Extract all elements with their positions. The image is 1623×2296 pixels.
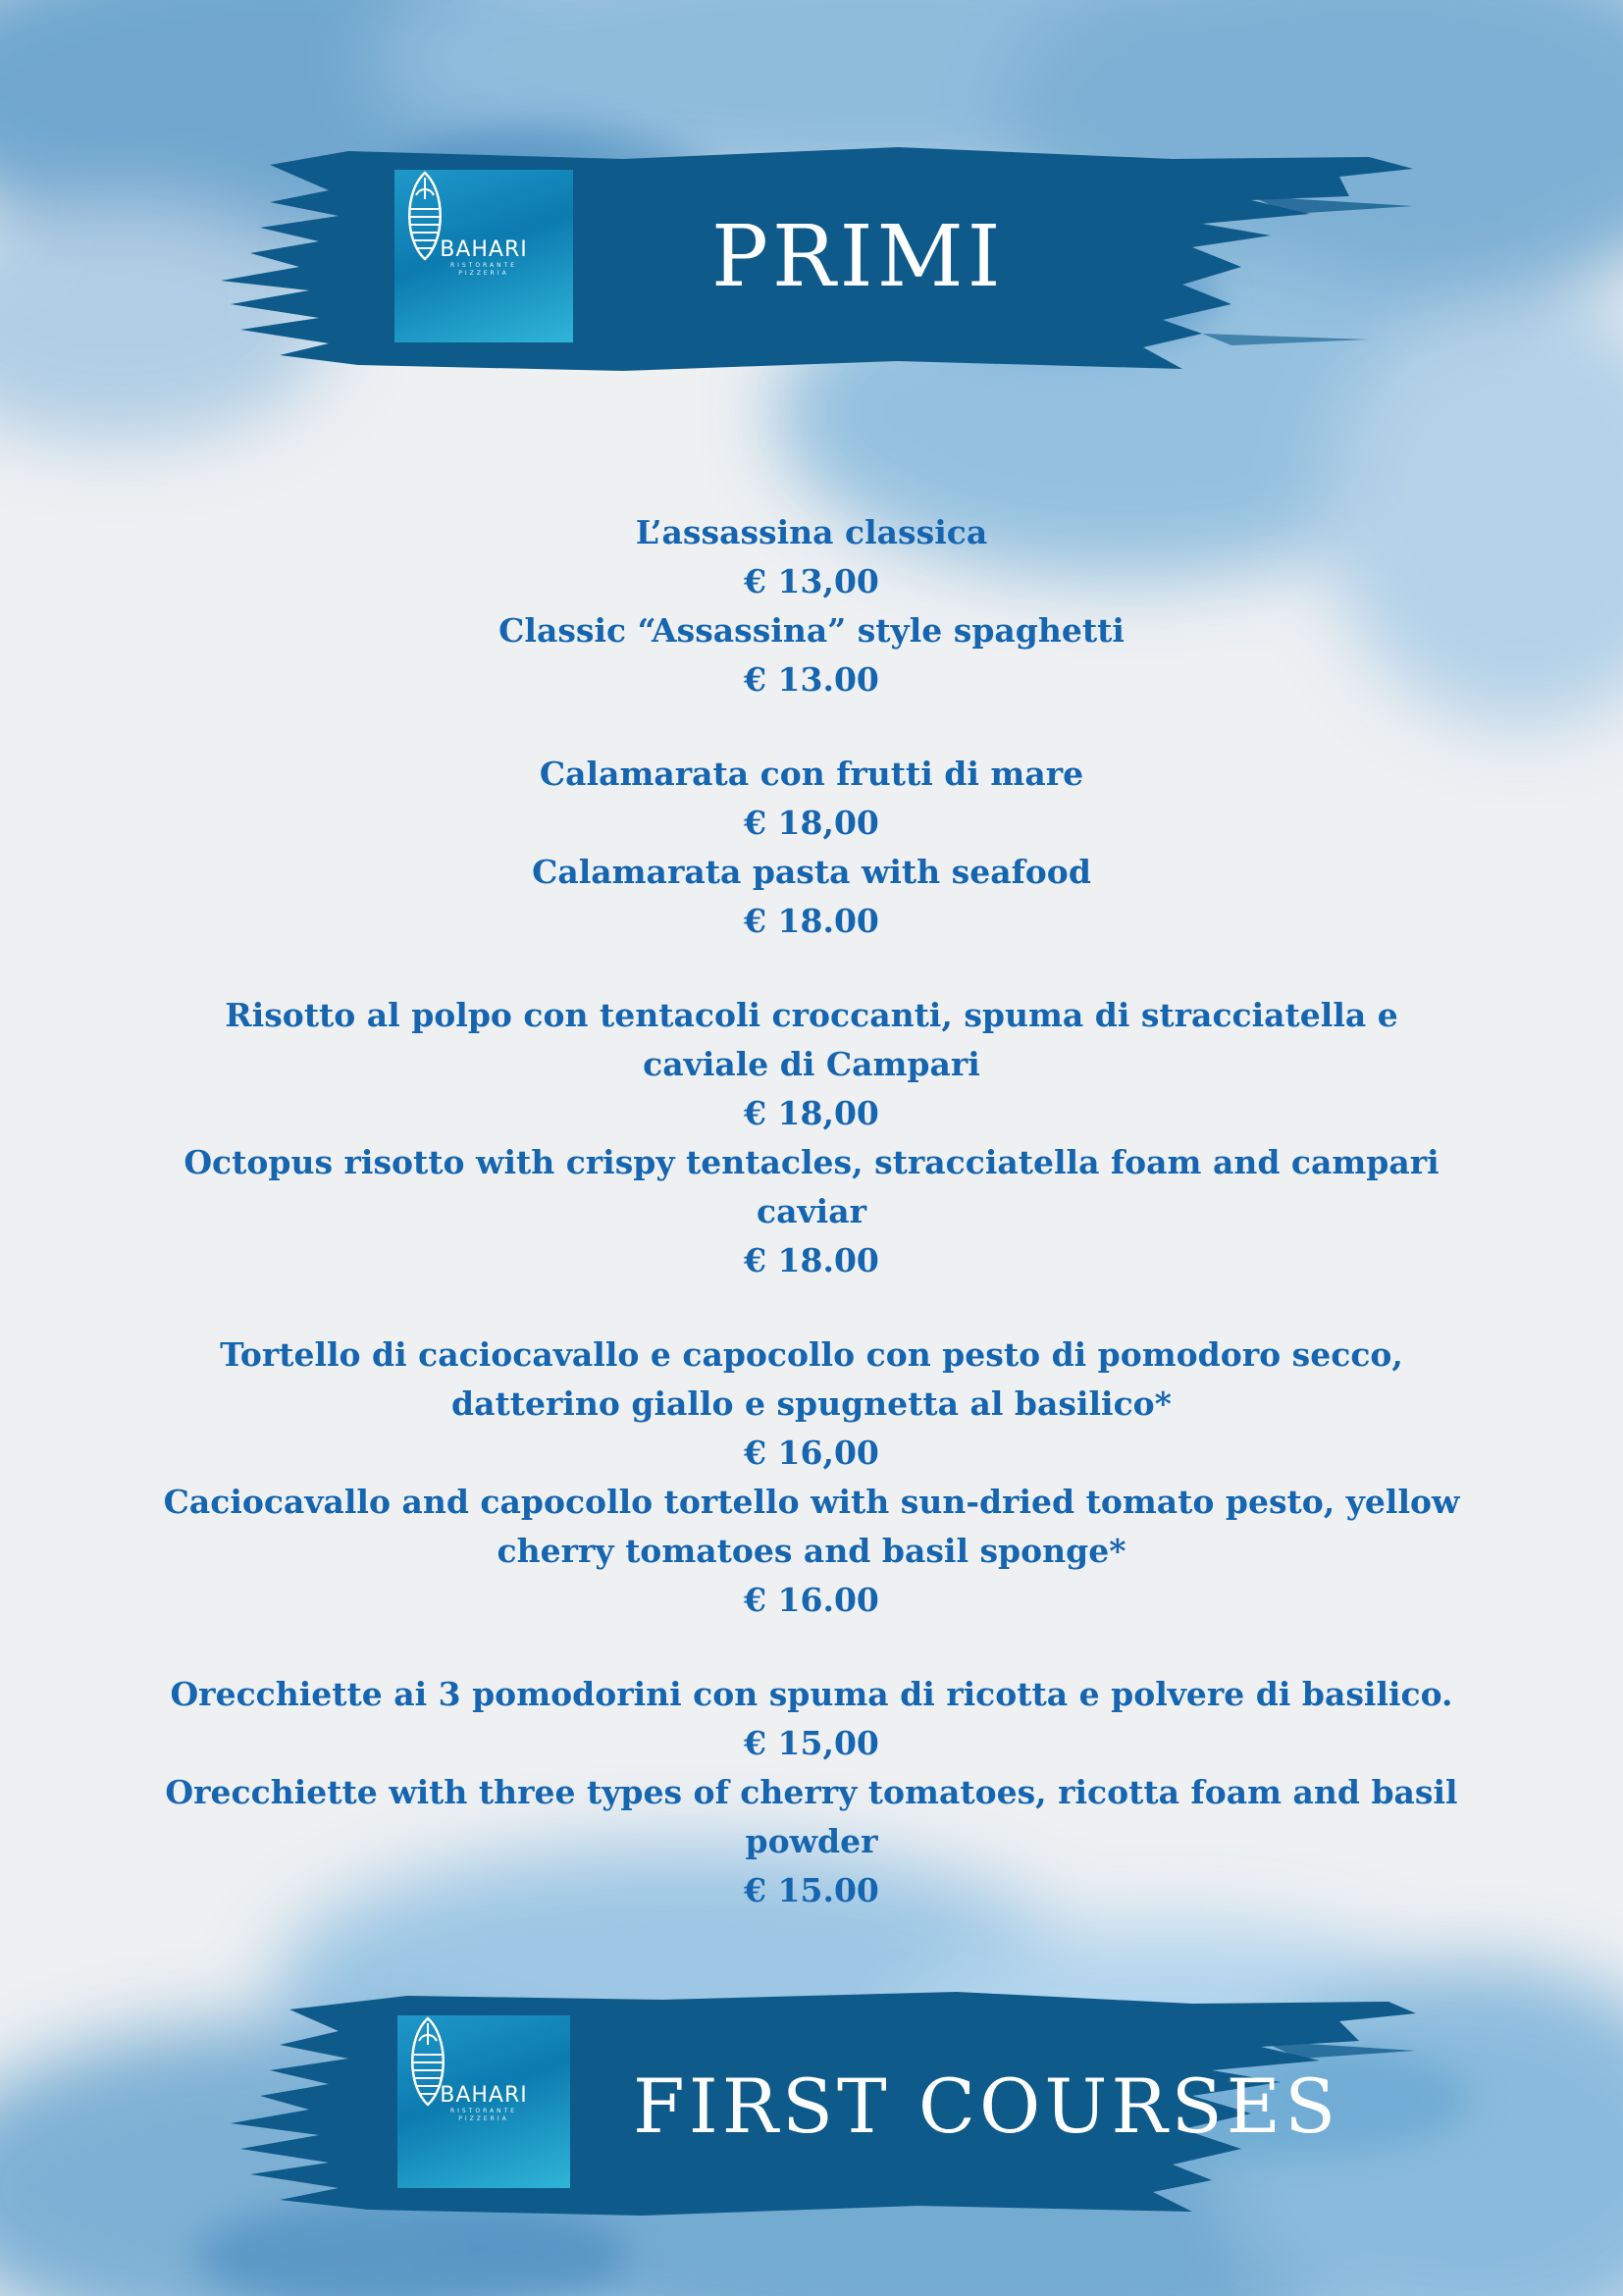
item-price-en: € 18.00 bbox=[744, 1241, 879, 1279]
footer-title: FIRST COURSES bbox=[633, 2062, 1340, 2150]
item-price-it: € 13,00 bbox=[744, 562, 879, 600]
menu-item bbox=[157, 750, 1466, 946]
bahari-logo bbox=[394, 170, 573, 342]
item-price-en: € 15.00 bbox=[744, 1871, 879, 1909]
item-price-it: € 15,00 bbox=[744, 1724, 879, 1762]
menu-item bbox=[157, 991, 1466, 1285]
item-name-it: Risotto al polpo con tentacoli croccanti, spuma di stracciatella e caviale di Campari bbox=[225, 996, 1398, 1083]
item-name-it: Calamarata con frutti di mare bbox=[539, 755, 1084, 793]
logo-tagline-2: PIZZERIA bbox=[458, 2114, 509, 2122]
page-title: PRIMI bbox=[711, 208, 1005, 306]
header-banner bbox=[211, 137, 1418, 383]
menu-item bbox=[157, 1670, 1466, 1915]
item-price-it: € 18,00 bbox=[744, 804, 879, 842]
item-name-it: Orecchiette ai 3 pomodorini con spuma di ricotta e polvere di basilico. bbox=[170, 1675, 1453, 1713]
logo-name: BAHARI bbox=[440, 236, 528, 262]
logo-tagline-1: RISTORANTE bbox=[449, 261, 518, 269]
logo-tagline-1: RISTORANTE bbox=[449, 2107, 518, 2114]
item-name-en: Caciocavallo and capocollo tortello with sun-dried tomato pesto, yellow cherry tomatoes and basil sponge* bbox=[163, 1483, 1460, 1570]
item-name-it: L’assassina classica bbox=[635, 513, 988, 551]
item-price-it: € 18,00 bbox=[744, 1094, 879, 1132]
menu-list bbox=[157, 508, 1466, 1960]
item-name-it: Tortello di caciocavallo e capocollo con pesto di pomodoro secco, datterino giallo e spugnetta al basilico* bbox=[220, 1335, 1403, 1423]
item-name-en: Classic “Assassina” style spaghetti bbox=[498, 611, 1125, 650]
menu-item bbox=[157, 508, 1466, 704]
item-name-en: Orecchiette with three types of cherry tomatoes, ricotta foam and basil powder bbox=[165, 1773, 1458, 1860]
footer-banner bbox=[211, 1980, 1418, 2225]
menu-item bbox=[157, 1331, 1466, 1625]
leaf-wave-icon bbox=[394, 170, 455, 262]
bahari-logo bbox=[397, 2015, 570, 2188]
item-price-en: € 13.00 bbox=[744, 660, 879, 699]
item-price-en: € 18.00 bbox=[744, 902, 879, 940]
item-price-en: € 16.00 bbox=[744, 1581, 879, 1619]
item-name-en: Calamarata pasta with seafood bbox=[532, 853, 1091, 891]
item-name-en: Octopus risotto with crispy tentacles, stracciatella foam and campari caviar bbox=[183, 1143, 1440, 1230]
item-price-it: € 16,00 bbox=[744, 1434, 879, 1472]
leaf-wave-icon bbox=[397, 2015, 458, 2108]
logo-name: BAHARI bbox=[440, 2082, 528, 2108]
logo-tagline-2: PIZZERIA bbox=[458, 269, 509, 277]
